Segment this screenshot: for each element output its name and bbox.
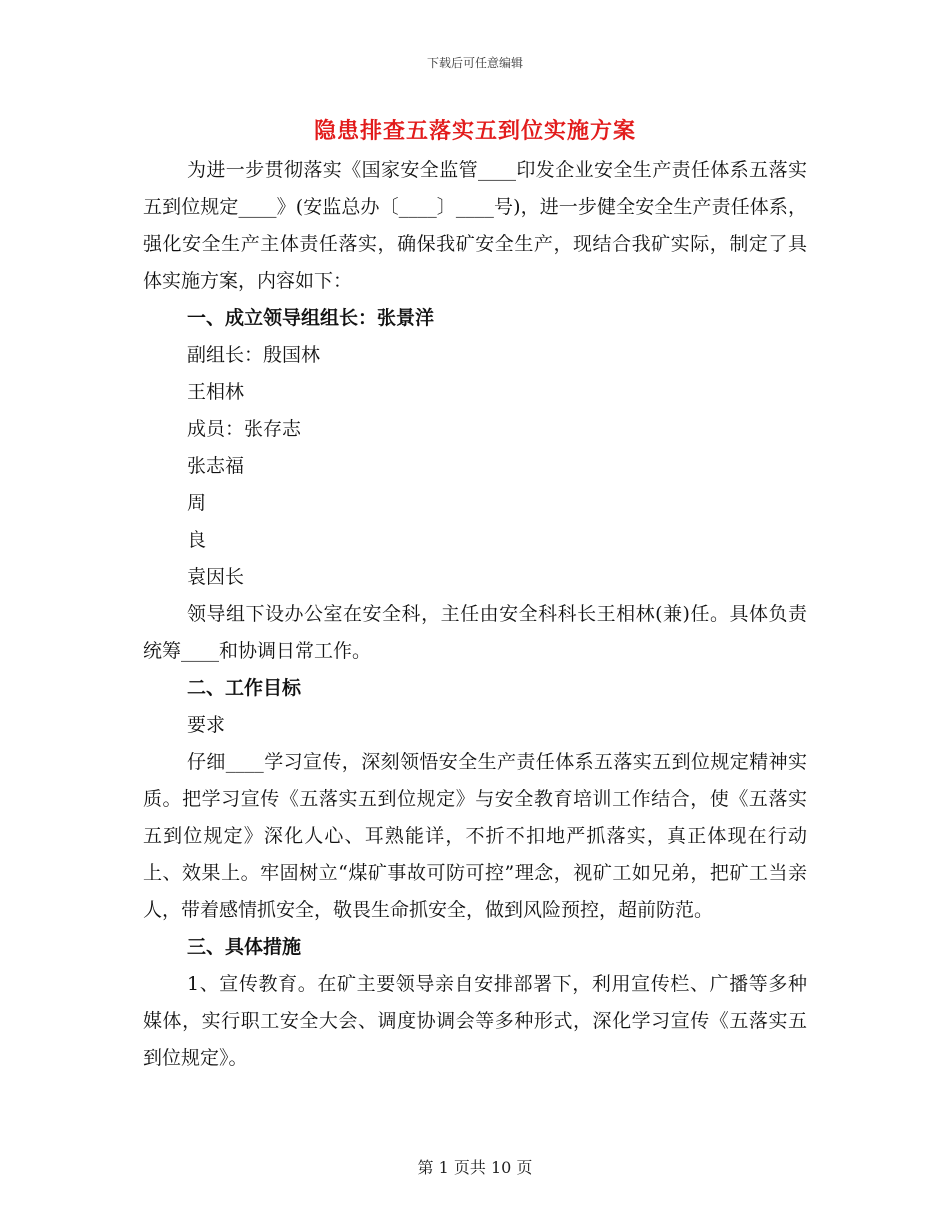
member-line-5: 袁因长 [187, 566, 245, 588]
member-line-4: 良 [187, 529, 207, 551]
header-note: 下载后可任意编辑 [426, 56, 523, 70]
document-body [143, 152, 807, 1077]
deputy-leader-line: 副组长：殷国林 [187, 344, 321, 366]
requirement-paragraph: 仔细____学习宣传，深刻领悟安全生产责任体系五落实五到位规定精神实质。把学习宣传《五落实五到位规定》与安全教育培训工作结合，使《五落实五到位规定》深化人心、耳熟能详，不折不扣地严抓落实，真正体现在行动上、效果上。牢固树立“煤矿事故可防可控”理念，视矿工如兄弟，把矿工当亲人，带着感情抓安全，敬畏生命抓安全，做到风险预控，超前防范。 [143, 751, 807, 921]
section-heading-3: 三、具体措施 [187, 936, 302, 958]
member-line-3: 周 [187, 492, 207, 514]
requirement-label: 要求 [187, 714, 226, 736]
office-paragraph: 领导组下设办公室在安全科，主任由安全科科长王相林(兼)任。具体负责统筹____和协调日常工作。 [143, 603, 807, 662]
page-footer: 第 1 页共 10 页 [417, 1158, 533, 1177]
member-line: 成员：张存志 [187, 418, 302, 440]
deputy-leader-line-2: 王相林 [187, 381, 245, 403]
document-title: 隐患排查五落实五到位实施方案 [313, 119, 636, 144]
intro-paragraph: 为进一步贯彻落实《国家安全监管____印发企业安全生产责任体系五落实五到位规定____》(安监总办〔____〕____号)，进一步健全安全生产责任体系，强化安全生产主体责任落实，确保我矿安全生产，现结合我矿实际，制定了具体实施方案，内容如下： [143, 159, 807, 292]
section-heading-1: 一、成立领导组组长：张景洋 [187, 307, 435, 329]
measure-paragraph: 1、宣传教育。在矿主要领导亲自安排部署下，利用宣传栏、广播等多种媒体，实行职工安全大会、调度协调会等多种形式，深化学习宣传《五落实五到位规定》。 [143, 973, 807, 1069]
section-heading-2: 二、工作目标 [187, 677, 302, 699]
member-line-2: 张志福 [187, 455, 245, 477]
